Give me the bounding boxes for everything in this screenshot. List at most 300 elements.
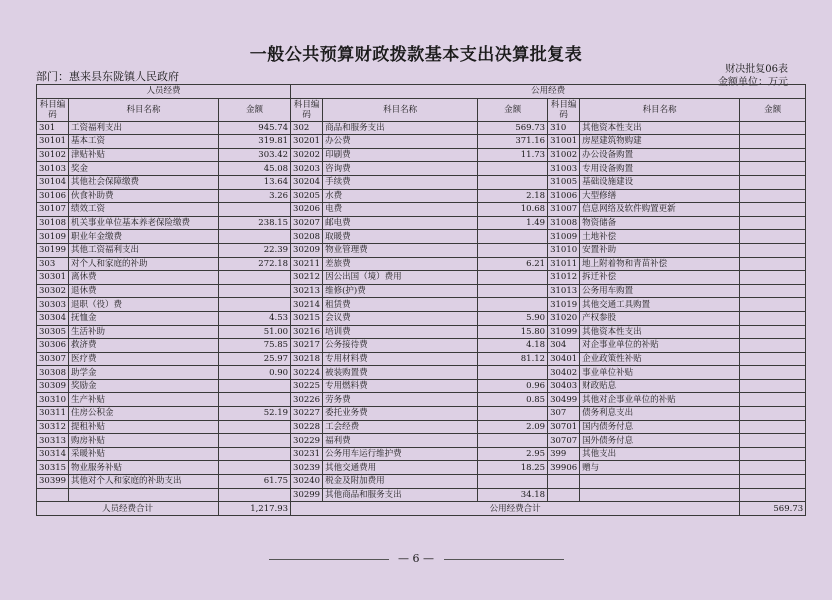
personnel-name-cell: 职业年金缴费: [69, 230, 219, 244]
public-a-amount-cell: 1.49: [478, 216, 548, 230]
public-a-name-cell: 公务用车运行维护费: [323, 447, 478, 461]
public-b-name-cell: 债务利息支出: [580, 407, 740, 421]
personnel-amount-cell: 272.18: [219, 257, 291, 271]
personnel-name-cell: 物业服务补贴: [69, 461, 219, 475]
public-b-amount-cell: [740, 366, 806, 380]
public-a-name-cell: 公务接待费: [323, 339, 478, 353]
public-header: 公用经费: [291, 85, 806, 99]
public-a-name-cell: 商品和服务支出: [323, 121, 478, 135]
public-b-code-cell: 30499: [548, 393, 580, 407]
personnel-code-cell: 30108: [37, 216, 69, 230]
public-b-code-cell: 399: [548, 447, 580, 461]
public-b-code-cell: 30403: [548, 379, 580, 393]
personnel-name-cell: 助学金: [69, 366, 219, 380]
personnel-amount-cell: 61.75: [219, 475, 291, 489]
personnel-name-cell: 购房补贴: [69, 434, 219, 448]
public-a-code-cell: 30229: [291, 434, 323, 448]
personnel-amount-cell: 52.19: [219, 407, 291, 421]
public-a-code-cell: 30215: [291, 311, 323, 325]
public-a-name-cell: 差旅费: [323, 257, 478, 271]
public-a-code-cell: 30214: [291, 298, 323, 312]
public-b-amount-cell: [740, 216, 806, 230]
table-row: [37, 325, 806, 339]
personnel-code-cell: [37, 488, 69, 502]
personnel-amount-cell: 51.00: [219, 325, 291, 339]
public-b-name-cell: 赠与: [580, 461, 740, 475]
public-b-code-cell: 31006: [548, 189, 580, 203]
personnel-amount-cell: [219, 284, 291, 298]
department-label: 部门：惠来县东陇镇人民政府: [36, 70, 179, 83]
public-a-name-cell: 水费: [323, 189, 478, 203]
public-b-name-cell: 事业单位补贴: [580, 366, 740, 380]
public-b-amount-cell: [740, 230, 806, 244]
public-b-name-cell: 公务用车购置: [580, 284, 740, 298]
table-row: [37, 216, 806, 230]
public-a-name-cell: 电费: [323, 203, 478, 217]
public-a-code-cell: 30216: [291, 325, 323, 339]
public-b-name-cell: 其他对企事业单位的补贴: [580, 393, 740, 407]
public-a-name-cell: 印刷费: [323, 148, 478, 162]
public-a-name-cell: 物业管理费: [323, 243, 478, 257]
personnel-code-cell: 30314: [37, 447, 69, 461]
public-b-amount-cell: [740, 162, 806, 176]
expenditure-table: [36, 84, 806, 516]
personnel-name-cell: 抚恤金: [69, 311, 219, 325]
public-b-code-cell: 31019: [548, 298, 580, 312]
public-a-code-cell: 30226: [291, 393, 323, 407]
table-row: [37, 393, 806, 407]
personnel-name-cell: 提租补贴: [69, 420, 219, 434]
personnel-amount-cell: [219, 461, 291, 475]
public-b-amount-cell: [740, 148, 806, 162]
public-b-name-cell: 物资储备: [580, 216, 740, 230]
public-b-code-cell: [548, 488, 580, 502]
public-total-label: 公用经费合计: [291, 502, 740, 516]
personnel-amount-cell: 319.81: [219, 135, 291, 149]
public-b-name-cell: 房屋建筑物购建: [580, 135, 740, 149]
personnel-code-cell: 30304: [37, 311, 69, 325]
public-a-amount-cell: [478, 243, 548, 257]
form-code: 财决批复06表: [725, 64, 788, 75]
public-a-code-cell: 30228: [291, 420, 323, 434]
public-b-name-cell: 办公设备购置: [580, 148, 740, 162]
table-row: [37, 434, 806, 448]
public-b-name-cell: 其他交通工具购置: [580, 298, 740, 312]
public-a-name-cell: 手续费: [323, 175, 478, 189]
personnel-code-cell: 30315: [37, 461, 69, 475]
table-row: [37, 257, 806, 271]
table-row: [37, 162, 806, 176]
public-a-amount-cell: 5.90: [478, 311, 548, 325]
public-b-amount-cell: [740, 189, 806, 203]
personnel-amount-cell: [219, 420, 291, 434]
public-b-amount-cell: [740, 257, 806, 271]
personnel-code-cell: 30313: [37, 434, 69, 448]
public-b-name-cell: [580, 488, 740, 502]
public-a-amount-cell: [478, 284, 548, 298]
public-a-amount-cell: 4.18: [478, 339, 548, 353]
personnel-amount-cell: [219, 379, 291, 393]
personnel-amount-cell: [219, 488, 291, 502]
personnel-name-cell: 津贴补贴: [69, 148, 219, 162]
public-b-code-cell: 31011: [548, 257, 580, 271]
col-amount: 金额: [740, 98, 806, 121]
personnel-name-cell: 绩效工资: [69, 203, 219, 217]
personnel-name-cell: 机关事业单位基本养老保险缴费: [69, 216, 219, 230]
table-row: [37, 366, 806, 380]
public-a-code-cell: 30217: [291, 339, 323, 353]
personnel-code-cell: 30302: [37, 284, 69, 298]
public-a-amount-cell: 18.25: [478, 461, 548, 475]
public-a-code-cell: 30204: [291, 175, 323, 189]
public-b-amount-cell: [740, 298, 806, 312]
personnel-amount-cell: 45.08: [219, 162, 291, 176]
public-b-amount-cell: [740, 271, 806, 285]
public-b-amount-cell: [740, 243, 806, 257]
personnel-code-cell: 30102: [37, 148, 69, 162]
public-a-code-cell: 30240: [291, 475, 323, 489]
table-row: [37, 298, 806, 312]
public-a-code-cell: 302: [291, 121, 323, 135]
personnel-name-cell: 离休费: [69, 271, 219, 285]
public-a-amount-cell: [478, 366, 548, 380]
personnel-name-cell: 基本工资: [69, 135, 219, 149]
table-body: [37, 121, 806, 502]
personnel-total-amount: 1,217.93: [219, 502, 291, 516]
public-b-code-cell: 31003: [548, 162, 580, 176]
public-a-amount-cell: [478, 271, 548, 285]
public-b-name-cell: 其他资本性支出: [580, 325, 740, 339]
public-total-amount: 569.73: [740, 502, 806, 516]
table-row: [37, 379, 806, 393]
table-row: [37, 352, 806, 366]
public-b-code-cell: 31009: [548, 230, 580, 244]
public-b-code-cell: 310: [548, 121, 580, 135]
personnel-code-cell: 30310: [37, 393, 69, 407]
public-b-name-cell: 基础设施建设: [580, 175, 740, 189]
public-b-name-cell: 对企事业单位的补贴: [580, 339, 740, 353]
table-row: [37, 243, 806, 257]
table-row: [37, 148, 806, 162]
personnel-name-cell: 工资福利支出: [69, 121, 219, 135]
public-a-name-cell: 委托业务费: [323, 407, 478, 421]
col-name: 科目名称: [580, 98, 740, 121]
table-row: [37, 230, 806, 244]
public-a-code-cell: 30231: [291, 447, 323, 461]
personnel-name-cell: 退职（役）费: [69, 298, 219, 312]
public-b-amount-cell: [740, 284, 806, 298]
public-a-amount-cell: 569.73: [478, 121, 548, 135]
public-b-code-cell: 31010: [548, 243, 580, 257]
public-b-amount-cell: [740, 488, 806, 502]
personnel-code-cell: 30307: [37, 352, 69, 366]
public-b-code-cell: 31099: [548, 325, 580, 339]
public-b-name-cell: 产权参股: [580, 311, 740, 325]
personnel-amount-cell: 4.53: [219, 311, 291, 325]
personnel-name-cell: 其他社会保障缴费: [69, 175, 219, 189]
public-a-code-cell: 30213: [291, 284, 323, 298]
table-row: [37, 447, 806, 461]
public-a-amount-cell: 6.21: [478, 257, 548, 271]
personnel-code-cell: 30109: [37, 230, 69, 244]
public-b-name-cell: 专用设备购置: [580, 162, 740, 176]
personnel-name-cell: 对个人和家庭的补助: [69, 257, 219, 271]
personnel-code-cell: 30104: [37, 175, 69, 189]
table-row: [37, 135, 806, 149]
personnel-amount-cell: [219, 298, 291, 312]
public-a-name-cell: 其他商品和服务支出: [323, 488, 478, 502]
public-a-amount-cell: [478, 407, 548, 421]
public-a-code-cell: 30239: [291, 461, 323, 475]
public-b-code-cell: 30707: [548, 434, 580, 448]
table-row: [37, 121, 806, 135]
personnel-amount-cell: [219, 203, 291, 217]
personnel-amount-cell: 3.26: [219, 189, 291, 203]
public-b-code-cell: 304: [548, 339, 580, 353]
personnel-amount-cell: 303.42: [219, 148, 291, 162]
public-a-code-cell: 30224: [291, 366, 323, 380]
public-a-name-cell: 取暖费: [323, 230, 478, 244]
public-b-amount-cell: [740, 203, 806, 217]
table-row: [37, 488, 806, 502]
col-code: 科目编码: [37, 98, 69, 121]
public-b-code-cell: 31020: [548, 311, 580, 325]
public-a-code-cell: 30209: [291, 243, 323, 257]
public-b-name-cell: [580, 475, 740, 489]
personnel-code-cell: 30309: [37, 379, 69, 393]
public-a-code-cell: 30207: [291, 216, 323, 230]
public-b-code-cell: 307: [548, 407, 580, 421]
public-b-code-cell: 31013: [548, 284, 580, 298]
table-row: [37, 475, 806, 489]
public-a-code-cell: 30299: [291, 488, 323, 502]
col-code: 科目编码: [291, 98, 323, 121]
personnel-amount-cell: 945.74: [219, 121, 291, 135]
public-a-name-cell: 邮电费: [323, 216, 478, 230]
public-b-amount-cell: [740, 447, 806, 461]
personnel-code-cell: 30107: [37, 203, 69, 217]
public-b-amount-cell: [740, 311, 806, 325]
public-b-code-cell: 31012: [548, 271, 580, 285]
personnel-name-cell: 生产补贴: [69, 393, 219, 407]
public-b-name-cell: 信息网络及软件购置更新: [580, 203, 740, 217]
table-row: [37, 461, 806, 475]
public-b-amount-cell: [740, 121, 806, 135]
table-row: [37, 407, 806, 421]
col-code: 科目编码: [548, 98, 580, 121]
public-a-code-cell: 30218: [291, 352, 323, 366]
col-amount: 金额: [478, 98, 548, 121]
public-b-name-cell: 其他支出: [580, 447, 740, 461]
public-b-code-cell: 31002: [548, 148, 580, 162]
public-b-name-cell: 其他资本性支出: [580, 121, 740, 135]
table-row: [37, 420, 806, 434]
public-a-amount-cell: 34.18: [478, 488, 548, 502]
public-a-amount-cell: 11.73: [478, 148, 548, 162]
public-b-amount-cell: [740, 420, 806, 434]
public-a-amount-cell: 2.18: [478, 189, 548, 203]
personnel-amount-cell: [219, 434, 291, 448]
personnel-name-cell: 采暖补贴: [69, 447, 219, 461]
public-b-code-cell: 39906: [548, 461, 580, 475]
public-b-amount-cell: [740, 135, 806, 149]
public-a-code-cell: 30212: [291, 271, 323, 285]
public-b-amount-cell: [740, 393, 806, 407]
public-a-amount-cell: 81.12: [478, 352, 548, 366]
public-a-amount-cell: [478, 298, 548, 312]
unit-label: 金额单位：万元: [718, 77, 788, 88]
public-a-amount-cell: 0.96: [478, 379, 548, 393]
personnel-name-cell: 救济费: [69, 339, 219, 353]
public-b-code-cell: 31008: [548, 216, 580, 230]
public-b-amount-cell: [740, 461, 806, 475]
personnel-header: 人员经费: [37, 85, 291, 99]
public-b-code-cell: 30401: [548, 352, 580, 366]
personnel-amount-cell: [219, 393, 291, 407]
personnel-amount-cell: [219, 230, 291, 244]
public-a-name-cell: 被装购置费: [323, 366, 478, 380]
public-b-amount-cell: [740, 325, 806, 339]
personnel-amount-cell: [219, 447, 291, 461]
public-a-amount-cell: 0.85: [478, 393, 548, 407]
public-b-name-cell: 拆迁补偿: [580, 271, 740, 285]
personnel-code-cell: 30106: [37, 189, 69, 203]
personnel-code-cell: 301: [37, 121, 69, 135]
public-a-code-cell: 30211: [291, 257, 323, 271]
public-a-amount-cell: 2.09: [478, 420, 548, 434]
table-row: [37, 271, 806, 285]
public-a-name-cell: 咨询费: [323, 162, 478, 176]
public-a-name-cell: 工会经费: [323, 420, 478, 434]
public-b-name-cell: 企业政策性补贴: [580, 352, 740, 366]
personnel-name-cell: 其他对个人和家庭的补助支出: [69, 475, 219, 489]
personnel-code-cell: 30301: [37, 271, 69, 285]
personnel-code-cell: 30311: [37, 407, 69, 421]
personnel-code-cell: 30101: [37, 135, 69, 149]
public-a-amount-cell: 10.68: [478, 203, 548, 217]
public-a-name-cell: 劳务费: [323, 393, 478, 407]
footer-rule-right: [444, 559, 564, 560]
personnel-amount-cell: 75.85: [219, 339, 291, 353]
public-b-code-cell: [548, 475, 580, 489]
public-a-code-cell: 30201: [291, 135, 323, 149]
footer-rule-left: [269, 559, 389, 560]
table-row: [37, 339, 806, 353]
personnel-code-cell: 30306: [37, 339, 69, 353]
public-a-amount-cell: [478, 434, 548, 448]
personnel-amount-cell: 22.39: [219, 243, 291, 257]
personnel-code-cell: 30103: [37, 162, 69, 176]
public-b-amount-cell: [740, 407, 806, 421]
personnel-name-cell: [69, 488, 219, 502]
public-a-name-cell: 培训费: [323, 325, 478, 339]
personnel-amount-cell: 25.97: [219, 352, 291, 366]
public-b-name-cell: 土地补偿: [580, 230, 740, 244]
page-title: 一般公共预算财政拨款基本支出决算批复表: [249, 45, 583, 65]
col-name: 科目名称: [69, 98, 219, 121]
public-a-name-cell: 因公出国（境）费用: [323, 271, 478, 285]
personnel-name-cell: 伙食补助费: [69, 189, 219, 203]
personnel-code-cell: 30312: [37, 420, 69, 434]
personnel-name-cell: 奖金: [69, 162, 219, 176]
table-row: [37, 284, 806, 298]
personnel-code-cell: 30199: [37, 243, 69, 257]
public-a-code-cell: 30202: [291, 148, 323, 162]
personnel-amount-cell: [219, 271, 291, 285]
public-a-amount-cell: [478, 175, 548, 189]
public-b-name-cell: 安置补助: [580, 243, 740, 257]
public-b-amount-cell: [740, 379, 806, 393]
personnel-name-cell: 奖励金: [69, 379, 219, 393]
public-a-code-cell: 30227: [291, 407, 323, 421]
public-b-code-cell: 31005: [548, 175, 580, 189]
public-b-name-cell: 地上附着物和青苗补偿: [580, 257, 740, 271]
public-b-code-cell: 31001: [548, 135, 580, 149]
public-a-amount-cell: 15.80: [478, 325, 548, 339]
personnel-amount-cell: 238.15: [219, 216, 291, 230]
personnel-code-cell: 303: [37, 257, 69, 271]
personnel-code-cell: 30305: [37, 325, 69, 339]
public-a-code-cell: 30203: [291, 162, 323, 176]
personnel-name-cell: 住房公积金: [69, 407, 219, 421]
public-a-amount-cell: 371.16: [478, 135, 548, 149]
table-row: [37, 189, 806, 203]
col-name: 科目名称: [323, 98, 478, 121]
personnel-name-cell: 退休费: [69, 284, 219, 298]
public-a-amount-cell: [478, 475, 548, 489]
personnel-name-cell: 生活补助: [69, 325, 219, 339]
personnel-amount-cell: 13.64: [219, 175, 291, 189]
table-row: [37, 311, 806, 325]
public-a-name-cell: 专用材料费: [323, 352, 478, 366]
public-a-name-cell: 专用燃料费: [323, 379, 478, 393]
public-b-name-cell: 大型修缮: [580, 189, 740, 203]
public-b-amount-cell: [740, 339, 806, 353]
public-b-code-cell: 30402: [548, 366, 580, 380]
public-b-name-cell: 财政贴息: [580, 379, 740, 393]
public-b-amount-cell: [740, 175, 806, 189]
public-b-name-cell: 国内债务付息: [580, 420, 740, 434]
personnel-amount-cell: 0.90: [219, 366, 291, 380]
personnel-code-cell: 30308: [37, 366, 69, 380]
public-a-name-cell: 会议费: [323, 311, 478, 325]
personnel-total-label: 人员经费合计: [37, 502, 219, 516]
table-row: [37, 203, 806, 217]
public-a-amount-cell: [478, 162, 548, 176]
personnel-code-cell: 30399: [37, 475, 69, 489]
page-footer: [0, 552, 832, 565]
public-a-name-cell: 维修(护)费: [323, 284, 478, 298]
page-number: — 6 —: [398, 552, 434, 565]
public-b-amount-cell: [740, 475, 806, 489]
personnel-code-cell: 30303: [37, 298, 69, 312]
public-a-name-cell: 税金及附加费用: [323, 475, 478, 489]
public-a-code-cell: 30205: [291, 189, 323, 203]
public-b-code-cell: 31007: [548, 203, 580, 217]
public-a-amount-cell: [478, 230, 548, 244]
public-a-amount-cell: 2.95: [478, 447, 548, 461]
public-b-amount-cell: [740, 434, 806, 448]
table-row: [37, 175, 806, 189]
public-a-name-cell: 租赁费: [323, 298, 478, 312]
public-b-amount-cell: [740, 352, 806, 366]
public-a-name-cell: 福利费: [323, 434, 478, 448]
personnel-name-cell: 其他工资福利支出: [69, 243, 219, 257]
public-a-code-cell: 30206: [291, 203, 323, 217]
col-amount: 金额: [219, 98, 291, 121]
public-b-code-cell: 30701: [548, 420, 580, 434]
public-a-name-cell: 其他交通费用: [323, 461, 478, 475]
